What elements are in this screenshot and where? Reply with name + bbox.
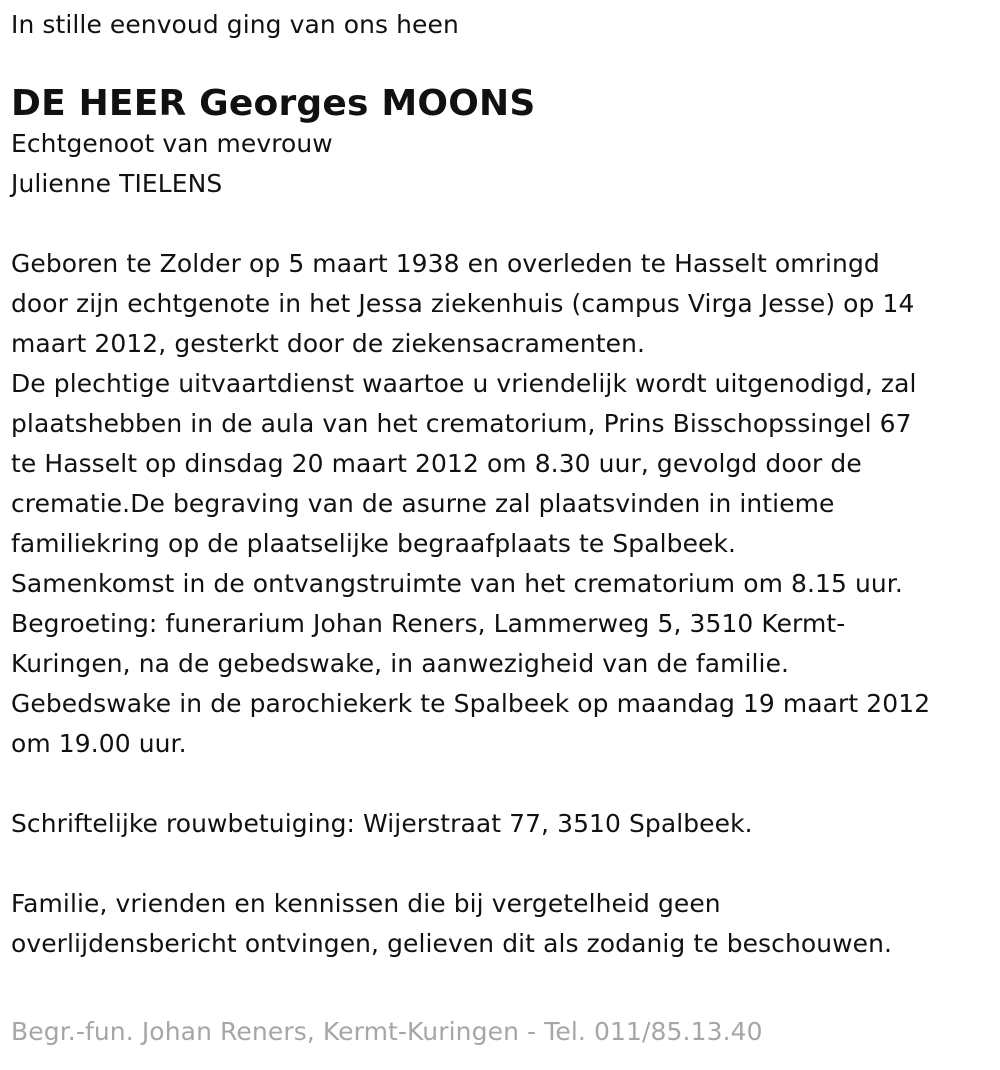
notice-line: Familie, vrienden en kennissen die bij vergetelheid geen xyxy=(11,889,721,918)
body-line: te Hasselt op dinsdag 20 maart 2012 om 8.30 uur, gevolgd door de xyxy=(11,449,862,478)
body-line: crematie.De begraving van de asurne zal plaatsvinden in intieme xyxy=(11,489,835,518)
spouse-line: Echtgenoot van mevrouw xyxy=(11,129,333,158)
body-line: door zijn echtgenote in het Jessa ziekenhuis (campus Virga Jesse) op 14 xyxy=(11,289,915,318)
body-line: Gebedswake in de parochiekerk te Spalbeek op maandag 19 maart 2012 xyxy=(11,689,931,718)
body-line: plaatshebben in de aula van het crematorium, Prins Bisschopssingel 67 xyxy=(11,409,912,438)
intro-text: In stille eenvoud ging van ons heen xyxy=(11,10,459,39)
body-line: Samenkomst in de ontvangstruimte van het crematorium om 8.15 uur. xyxy=(11,569,903,598)
body-line: Geboren te Zolder op 5 maart 1938 en overleden te Hasselt omringd xyxy=(11,249,880,278)
body-line: Begroeting: funerarium Johan Reners, Lammerweg 5, 3510 Kermt- xyxy=(11,609,846,638)
body-line: om 19.00 uur. xyxy=(11,729,187,758)
body-line: Kuringen, na de gebedswake, in aanwezigheid van de familie. xyxy=(11,649,790,678)
body-line: maart 2012, gesterkt door de ziekensacramenten. xyxy=(11,329,646,358)
deceased-name: DE HEER Georges MOONS xyxy=(11,83,536,124)
body-line: familiekring op de plaatselijke begraafplaats te Spalbeek. xyxy=(11,529,737,558)
funeral-home-footer: Begr.-fun. Johan Reners, Kermt-Kuringen - Tel. 011/85.13.40 xyxy=(11,1017,763,1046)
condolence-address: Schriftelijke rouwbetuiging: Wijerstraat 77, 3510 Spalbeek. xyxy=(11,809,753,838)
spouse-info xyxy=(11,124,990,204)
notice-line: overlijdensbericht ontvingen, gelieven dit als zodanig te beschouwen. xyxy=(11,929,893,958)
notice-block xyxy=(11,884,990,964)
condolence-address-block xyxy=(11,804,990,844)
obituary-body xyxy=(11,244,990,764)
body-line: De plechtige uitvaartdienst waartoe u vriendelijk wordt uitgenodigd, zal xyxy=(11,369,917,398)
spouse-line: Julienne TIELENS xyxy=(11,169,223,198)
